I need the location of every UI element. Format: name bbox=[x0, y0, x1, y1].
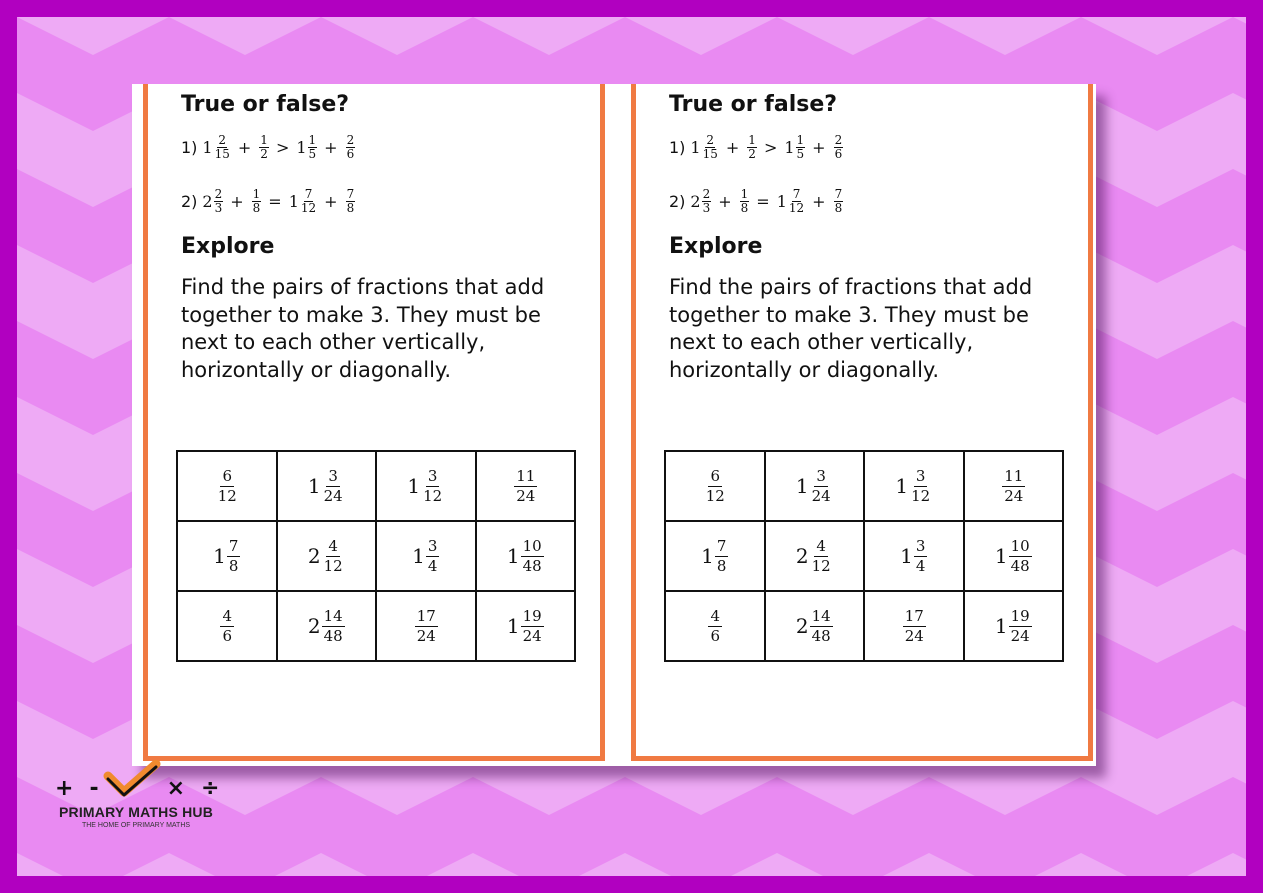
cell-value bbox=[902, 607, 926, 646]
whole: 1 bbox=[296, 137, 307, 157]
fraction bbox=[909, 467, 932, 506]
numerator: 2 bbox=[706, 133, 715, 147]
explore-instructions: Find the pairs of fractions that add together to make 3. They must be next to each other vertically, horizontally or diagonally. bbox=[669, 275, 1033, 382]
operator: + bbox=[237, 137, 252, 157]
fraction bbox=[521, 537, 544, 576]
whole: 1 bbox=[506, 614, 520, 638]
denominator: 8 bbox=[228, 556, 239, 575]
operator: + bbox=[718, 191, 732, 211]
cell-value bbox=[507, 537, 544, 576]
fraction bbox=[810, 467, 833, 506]
cell-value bbox=[995, 607, 1032, 646]
cell-value bbox=[308, 607, 345, 646]
heading-true-or-false: True or false? bbox=[669, 92, 838, 117]
denominator: 2 bbox=[260, 146, 268, 161]
numerator: 3 bbox=[427, 536, 438, 555]
numerator: 7 bbox=[716, 536, 727, 555]
fraction bbox=[322, 467, 345, 506]
fraction bbox=[415, 607, 438, 646]
fraction bbox=[740, 188, 750, 214]
cell-value bbox=[707, 607, 722, 646]
fraction bbox=[1002, 467, 1025, 506]
denominator: 4 bbox=[915, 556, 926, 575]
comparison: > bbox=[275, 137, 290, 157]
fraction bbox=[252, 188, 262, 214]
numerator: 6 bbox=[222, 467, 233, 486]
grid-row bbox=[665, 591, 1063, 661]
grid-cell bbox=[476, 451, 576, 521]
numerator: 1 bbox=[740, 187, 749, 201]
denominator: 8 bbox=[740, 200, 749, 215]
denominator: 24 bbox=[522, 626, 542, 645]
whole: 1 bbox=[795, 474, 809, 498]
grid-cell bbox=[177, 591, 277, 661]
mixed-number bbox=[202, 134, 230, 160]
worksheet bbox=[132, 84, 1096, 766]
numerator: 1 bbox=[260, 133, 268, 147]
operator: + bbox=[324, 137, 338, 157]
fraction bbox=[704, 467, 727, 506]
whole: 1 bbox=[994, 614, 1008, 638]
grid-cell bbox=[476, 591, 576, 661]
card-right bbox=[631, 84, 1093, 761]
fraction bbox=[708, 607, 722, 646]
fraction bbox=[788, 188, 805, 214]
grid-cell bbox=[277, 591, 377, 661]
cell-value bbox=[414, 607, 438, 646]
plus-icon: + bbox=[55, 776, 74, 801]
fraction bbox=[810, 537, 833, 576]
grid-cell bbox=[665, 451, 765, 521]
question-1 bbox=[181, 134, 355, 160]
numerator: 1 bbox=[308, 133, 317, 147]
fraction bbox=[259, 134, 269, 160]
numerator: 7 bbox=[792, 187, 801, 201]
numerator: 1 bbox=[748, 133, 756, 147]
whole: 1 bbox=[776, 191, 787, 211]
primary-maths-hub-logo bbox=[40, 760, 230, 840]
denominator: 12 bbox=[217, 487, 237, 505]
whole: 1 bbox=[407, 474, 421, 498]
numerator: 7 bbox=[834, 187, 843, 201]
fraction bbox=[1009, 607, 1032, 646]
numerator: 17 bbox=[416, 607, 436, 626]
brand-name: PRIMARY MATHS HUB bbox=[58, 804, 214, 820]
numerator: 10 bbox=[1010, 536, 1030, 555]
fraction bbox=[300, 188, 317, 214]
denominator: 2 bbox=[748, 146, 756, 161]
fraction bbox=[810, 607, 833, 646]
grid-cell bbox=[277, 451, 377, 521]
comparison: = bbox=[268, 191, 282, 211]
denominator: 48 bbox=[522, 556, 542, 575]
heading-explore: Explore bbox=[181, 234, 275, 259]
grid-row bbox=[177, 451, 575, 521]
cell-value bbox=[1001, 467, 1025, 506]
grid-cell bbox=[964, 591, 1064, 661]
denominator: 4 bbox=[427, 556, 438, 575]
whole: 1 bbox=[213, 544, 226, 568]
grid-cell bbox=[765, 591, 865, 661]
denominator: 8 bbox=[252, 200, 261, 215]
grid-row bbox=[177, 591, 575, 661]
cell-value bbox=[895, 467, 932, 506]
whole: 1 bbox=[307, 474, 321, 498]
denominator: 5 bbox=[308, 146, 317, 161]
heading-explore: Explore bbox=[669, 234, 763, 259]
mixed-number bbox=[296, 134, 317, 160]
grid-cell bbox=[476, 521, 576, 591]
cell-value bbox=[308, 537, 345, 576]
numerator: 2 bbox=[346, 133, 355, 147]
grid-cell bbox=[864, 521, 964, 591]
grid-cell bbox=[277, 521, 377, 591]
numerator: 4 bbox=[710, 607, 721, 626]
divide-icon: ÷ bbox=[201, 776, 220, 801]
operator: + bbox=[230, 191, 244, 211]
whole: 1 bbox=[202, 137, 213, 157]
mixed-number bbox=[202, 188, 223, 214]
numerator: 11 bbox=[516, 467, 536, 486]
question-label: 2) bbox=[669, 191, 686, 211]
numerator: 11 bbox=[1004, 467, 1024, 486]
numerator: 2 bbox=[214, 187, 223, 201]
fraction bbox=[227, 537, 241, 576]
fraction bbox=[322, 537, 345, 576]
denominator: 24 bbox=[323, 486, 343, 505]
grid-cell bbox=[864, 591, 964, 661]
grid-cell bbox=[665, 591, 765, 661]
whole: 2 bbox=[795, 614, 809, 638]
fraction-grid bbox=[664, 450, 1064, 662]
numerator: 7 bbox=[346, 187, 355, 201]
numerator: 2 bbox=[834, 133, 843, 147]
mixed-number bbox=[784, 134, 805, 160]
question-label: 2) bbox=[181, 191, 198, 211]
numerator: 17 bbox=[904, 607, 924, 626]
fraction bbox=[521, 607, 544, 646]
denominator: 24 bbox=[811, 486, 831, 505]
mixed-number bbox=[289, 188, 317, 214]
whole: 1 bbox=[784, 137, 795, 157]
denominator: 15 bbox=[702, 146, 718, 161]
fraction-grid bbox=[176, 450, 576, 662]
cell-value bbox=[507, 607, 544, 646]
denominator: 6 bbox=[222, 627, 233, 645]
cell-value bbox=[796, 607, 833, 646]
brand-tagline: THE HOME OF PRIMARY MATHS bbox=[81, 822, 191, 829]
fraction bbox=[214, 134, 231, 160]
heading-true-or-false: True or false? bbox=[181, 92, 350, 117]
fraction bbox=[514, 467, 537, 506]
numerator: 4 bbox=[328, 536, 338, 555]
fraction bbox=[346, 188, 356, 214]
cell-value bbox=[308, 467, 345, 506]
numerator: 3 bbox=[915, 466, 926, 485]
fraction bbox=[903, 607, 926, 646]
grid-cell bbox=[864, 451, 964, 521]
denominator: 48 bbox=[1010, 556, 1030, 575]
cell-value bbox=[701, 537, 728, 576]
grid-cell bbox=[376, 451, 476, 521]
grid-row bbox=[177, 521, 575, 591]
check-icon bbox=[102, 760, 162, 800]
cell-value bbox=[796, 467, 833, 506]
numerator: 1 bbox=[252, 187, 261, 201]
grid-cell bbox=[177, 521, 277, 591]
denominator: 24 bbox=[516, 487, 536, 505]
grid-cell bbox=[765, 521, 865, 591]
numerator: 6 bbox=[710, 467, 721, 486]
denominator: 24 bbox=[904, 627, 924, 645]
grid-cell bbox=[376, 591, 476, 661]
fraction bbox=[914, 537, 928, 576]
denominator: 8 bbox=[346, 200, 355, 215]
numerator: 14 bbox=[323, 606, 343, 625]
cell-value bbox=[412, 537, 439, 576]
whole: 1 bbox=[690, 137, 701, 157]
question-label: 1) bbox=[181, 137, 198, 157]
minus-icon: - bbox=[89, 776, 99, 801]
fraction bbox=[346, 134, 356, 160]
fraction bbox=[747, 134, 757, 160]
question-2 bbox=[181, 188, 355, 214]
mixed-number bbox=[777, 188, 805, 214]
whole: 2 bbox=[307, 614, 321, 638]
times-icon: × bbox=[166, 776, 186, 801]
whole: 2 bbox=[307, 544, 321, 568]
denominator: 48 bbox=[811, 626, 831, 645]
numerator: 1 bbox=[796, 133, 805, 147]
mixed-number bbox=[690, 134, 718, 160]
fraction bbox=[322, 607, 345, 646]
grid-cell bbox=[964, 521, 1064, 591]
question-2 bbox=[669, 188, 843, 214]
numerator: 14 bbox=[811, 606, 831, 625]
numerator: 3 bbox=[427, 466, 438, 485]
operator: + bbox=[812, 191, 826, 211]
fraction bbox=[715, 537, 729, 576]
numerator: 10 bbox=[522, 536, 542, 555]
denominator: 12 bbox=[300, 200, 317, 215]
numerator: 19 bbox=[522, 606, 542, 625]
numerator: 7 bbox=[228, 536, 239, 555]
operator: + bbox=[812, 137, 826, 157]
fraction bbox=[308, 134, 318, 160]
whole: 1 bbox=[895, 474, 909, 498]
cell-value bbox=[995, 537, 1032, 576]
denominator: 12 bbox=[423, 486, 443, 505]
numerator: 2 bbox=[218, 133, 227, 147]
whole: 1 bbox=[506, 544, 520, 568]
fraction bbox=[834, 134, 844, 160]
explore-instructions: Find the pairs of fractions that add together to make 3. They must be next to each other vertically, horizontally or diagonally. bbox=[181, 275, 545, 382]
denominator: 15 bbox=[214, 146, 230, 161]
denominator: 24 bbox=[1004, 487, 1024, 505]
fraction bbox=[1009, 537, 1032, 576]
fraction bbox=[426, 537, 440, 576]
cell-value bbox=[900, 537, 927, 576]
fraction bbox=[796, 134, 806, 160]
whole: 2 bbox=[202, 191, 213, 211]
denominator: 24 bbox=[416, 627, 436, 645]
denominator: 48 bbox=[323, 626, 343, 645]
numerator: 19 bbox=[1010, 606, 1030, 625]
whole: 2 bbox=[690, 191, 701, 211]
numerator: 2 bbox=[702, 187, 711, 201]
fraction bbox=[834, 188, 844, 214]
fraction bbox=[702, 188, 712, 214]
denominator: 6 bbox=[834, 146, 843, 161]
card-left bbox=[143, 84, 605, 761]
denominator: 8 bbox=[834, 200, 843, 215]
denominator: 24 bbox=[1010, 626, 1030, 645]
cell-value bbox=[513, 467, 537, 506]
whole: 1 bbox=[900, 544, 913, 568]
fraction bbox=[214, 188, 224, 214]
comparison: = bbox=[756, 191, 770, 211]
numerator: 4 bbox=[222, 607, 233, 626]
numerator: 3 bbox=[915, 536, 926, 555]
denominator: 3 bbox=[702, 200, 711, 215]
numerator: 3 bbox=[816, 466, 826, 485]
fraction bbox=[702, 134, 719, 160]
whole: 1 bbox=[701, 544, 714, 568]
denominator: 12 bbox=[705, 487, 725, 505]
cell-value bbox=[407, 467, 444, 506]
denominator: 3 bbox=[214, 200, 223, 215]
denominator: 12 bbox=[911, 486, 931, 505]
denominator: 6 bbox=[710, 627, 721, 645]
denominator: 12 bbox=[323, 556, 343, 575]
denominator: 12 bbox=[811, 556, 831, 575]
grid-cell bbox=[964, 451, 1064, 521]
numerator: 3 bbox=[328, 466, 338, 485]
denominator: 5 bbox=[796, 146, 805, 161]
operator: + bbox=[725, 137, 740, 157]
cell-value bbox=[213, 537, 240, 576]
whole: 2 bbox=[795, 544, 809, 568]
operator: + bbox=[324, 191, 338, 211]
denominator: 12 bbox=[788, 200, 805, 215]
denominator: 6 bbox=[346, 146, 355, 161]
whole: 1 bbox=[288, 191, 299, 211]
cell-value bbox=[219, 607, 234, 646]
grid-row bbox=[665, 521, 1063, 591]
grid-cell bbox=[765, 451, 865, 521]
fraction bbox=[421, 467, 444, 506]
grid-cell bbox=[376, 521, 476, 591]
grid-cell bbox=[665, 521, 765, 591]
numerator: 7 bbox=[304, 187, 313, 201]
cell-value bbox=[215, 467, 239, 506]
mixed-number bbox=[690, 188, 711, 214]
question-1 bbox=[669, 134, 843, 160]
question-label: 1) bbox=[669, 137, 686, 157]
grid-cell bbox=[177, 451, 277, 521]
comparison: > bbox=[763, 137, 778, 157]
cell-value bbox=[703, 467, 727, 506]
denominator: 8 bbox=[716, 556, 727, 575]
fraction bbox=[216, 467, 239, 506]
grid-row bbox=[665, 451, 1063, 521]
fraction bbox=[220, 607, 234, 646]
numerator: 4 bbox=[816, 536, 826, 555]
cell-value bbox=[796, 537, 833, 576]
whole: 1 bbox=[412, 544, 425, 568]
whole: 1 bbox=[994, 544, 1008, 568]
